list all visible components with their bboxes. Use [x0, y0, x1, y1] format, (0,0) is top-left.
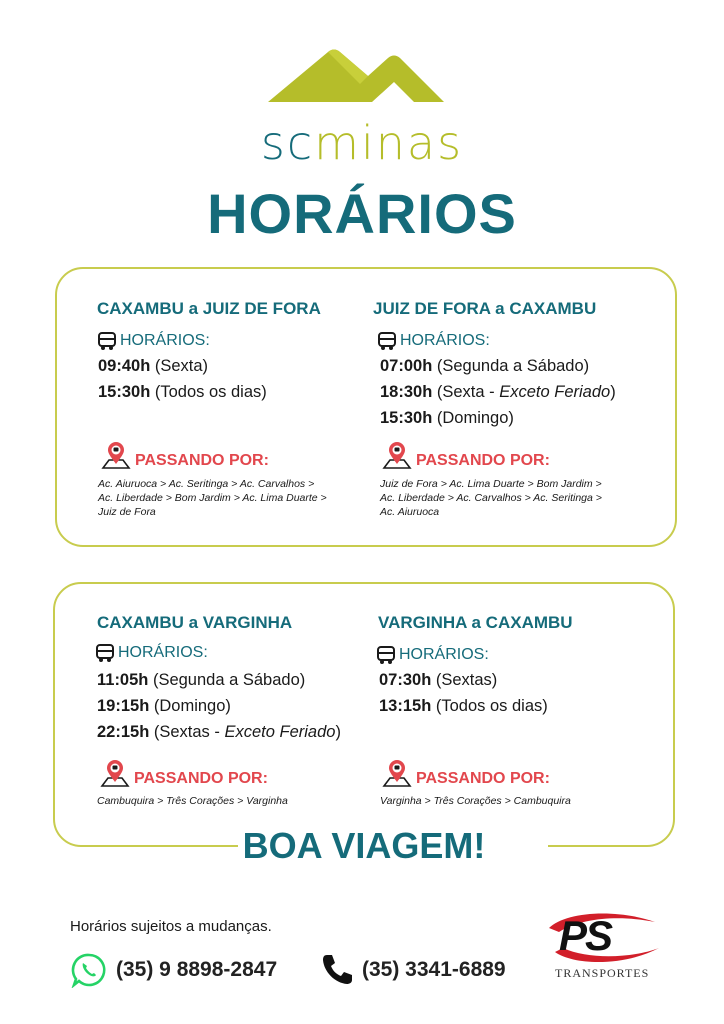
- stops-list: [380, 477, 602, 519]
- time-value: 07:30h: [379, 671, 432, 689]
- time-note: (Domingo): [432, 409, 514, 427]
- stops-line: Ac. Aiuruoca > Ac. Seritinga > Ac. Carvalhos >: [98, 478, 315, 490]
- stops-line: Ac. Aiuruoca: [380, 506, 440, 518]
- passing-label: [101, 440, 269, 470]
- brand-name: [0, 116, 724, 170]
- bus-icon: [377, 331, 397, 351]
- map-pin-icon: [382, 758, 412, 788]
- map-pin-icon: [101, 440, 131, 470]
- passing-label: [382, 758, 550, 788]
- passing-label-text: PASSANDO POR:: [416, 452, 550, 469]
- schedule-label: [97, 331, 210, 351]
- whatsapp-number[interactable]: (35) 9 8898-2847: [116, 958, 278, 981]
- phone-number[interactable]: (35) 3341-6889: [362, 958, 506, 981]
- schedule-label: [95, 643, 208, 663]
- time-exception: Exceto Feriado: [224, 723, 336, 741]
- passing-label-text: PASSANDO POR:: [416, 770, 550, 787]
- time-note-close: ): [610, 383, 616, 401]
- time-value: 15:30h: [380, 409, 433, 427]
- stops-line: Juiz de Fora > Ac. Lima Duarte > Bom Jardim >: [380, 478, 602, 490]
- stops-line: Ac. Liberdade > Bom Jardim > Ac. Lima Duarte >: [98, 492, 327, 504]
- schedule-disclaimer: Horários sujeitos a mudanças.: [70, 918, 272, 935]
- time-entry: [97, 723, 341, 742]
- time-entry: [380, 357, 589, 376]
- schedule-label: [377, 331, 490, 351]
- time-note: (Todos os dias): [150, 383, 267, 401]
- time-value: 11:05h: [97, 671, 149, 689]
- farewell-text: BOA VIAGEM!: [242, 825, 486, 866]
- page-title: HORÁRIOS: [207, 182, 517, 245]
- time-entry: [379, 697, 548, 716]
- map-pin-icon: [382, 440, 412, 470]
- time-entry: [380, 409, 514, 428]
- time-exception: Exceto Feriado: [499, 383, 611, 401]
- time-value: 07:00h: [380, 357, 433, 375]
- time-note: (Sexta): [150, 357, 209, 375]
- schedule-label-text: HORÁRIOS:: [400, 332, 490, 349]
- passing-label: [100, 758, 268, 788]
- partner-logo-text: PS: [559, 912, 612, 959]
- time-entry: [98, 383, 267, 402]
- stops-line: Juiz de Fora: [98, 506, 156, 518]
- bus-icon: [376, 645, 396, 665]
- passing-label-text: PASSANDO POR:: [134, 770, 268, 787]
- brand-prefix: sc: [260, 116, 315, 170]
- route-title: CAXAMBU a JUIZ DE FORA: [97, 299, 321, 318]
- map-pin-icon: [100, 758, 130, 788]
- route-title: CAXAMBU a VARGINHA: [97, 613, 293, 632]
- time-note: (Todos os dias): [431, 697, 548, 715]
- schedule-label-text: HORÁRIOS:: [120, 332, 210, 349]
- time-note: (Sexta -: [432, 383, 500, 401]
- mountain-logo-icon: [268, 46, 444, 104]
- time-note-close: ): [335, 723, 341, 741]
- time-note: (Domingo): [149, 697, 231, 715]
- time-entry: [98, 357, 208, 376]
- schedule-label: [376, 645, 489, 665]
- time-value: 19:15h: [97, 697, 150, 715]
- time-note: (Sextas -: [149, 723, 225, 741]
- time-value: 18:30h: [380, 383, 433, 401]
- schedule-label-text: HORÁRIOS:: [399, 646, 489, 663]
- stops-line: Cambuquira > Três Corações > Varginha: [97, 795, 288, 807]
- time-value: 22:15h: [97, 723, 150, 741]
- bus-icon: [97, 331, 117, 351]
- time-value: 15:30h: [98, 383, 151, 401]
- stops-list: [380, 794, 571, 808]
- time-note: (Segunda a Sábado): [148, 671, 306, 689]
- stops-line: Ac. Liberdade > Ac. Carvalhos > Ac. Seritinga >: [380, 492, 602, 504]
- farewell-banner: [53, 826, 675, 866]
- route-title: JUIZ DE FORA a CAXAMBU: [373, 299, 597, 318]
- whatsapp-icon: [71, 952, 107, 988]
- partner-logo: [545, 908, 665, 988]
- time-note: (Sextas): [431, 671, 498, 689]
- stops-line: Varginha > Três Corações > Cambuquira: [380, 795, 571, 807]
- brand-suffix: minas: [314, 116, 464, 170]
- time-value: 09:40h: [98, 357, 151, 375]
- bus-icon: [95, 643, 115, 663]
- time-note: (Segunda a Sábado): [432, 357, 590, 375]
- partner-logo-subtext: TRANSPORTES: [555, 966, 650, 980]
- stops-list: [97, 794, 288, 808]
- passing-label: [382, 440, 550, 470]
- route-title: VARGINHA a CAXAMBU: [378, 613, 573, 632]
- stops-list: [98, 477, 327, 519]
- time-entry: [97, 697, 231, 716]
- time-entry: [380, 383, 616, 402]
- time-entry: [379, 671, 497, 690]
- passing-label-text: PASSANDO POR:: [135, 452, 269, 469]
- time-entry: [97, 671, 305, 690]
- phone-icon: [320, 952, 354, 986]
- time-value: 13:15h: [379, 697, 432, 715]
- schedule-label-text: HORÁRIOS:: [118, 644, 208, 661]
